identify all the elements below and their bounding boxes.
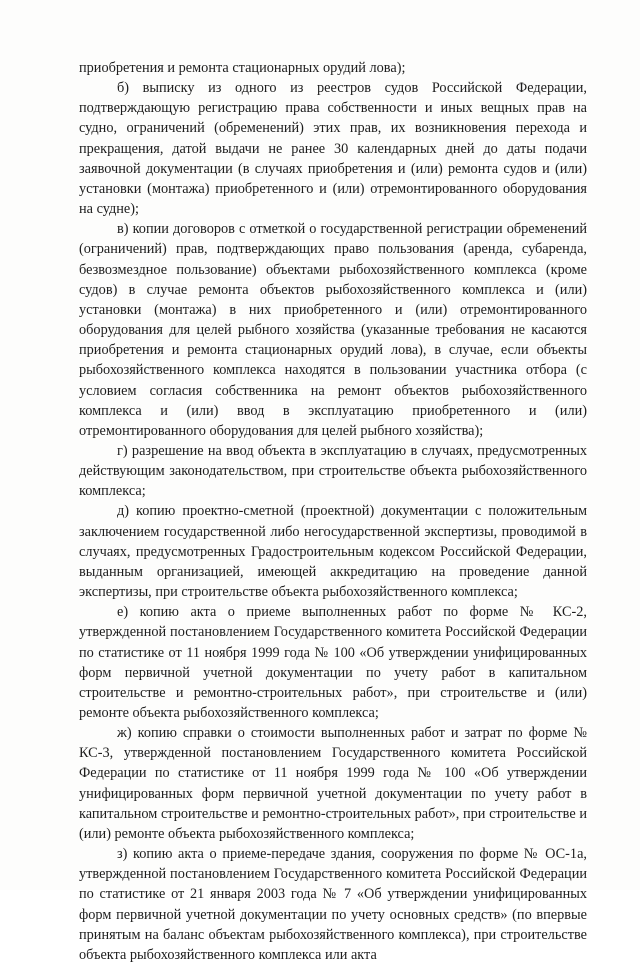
paragraph-g: г) разрешение на ввод объекта в эксплуатацию в случаях, предусмотренных действующим законодательством, при строительстве объекта рыбохозяйственного комплекса; <box>79 442 587 500</box>
paragraph-z: з) копию акта о приеме-передаче здания, сооружения по форме № ОС-1а, утвержденной постановлением Государственного комитета Российской Федерации по статистике от 21 января 2003 года № 7 «Об утверждении унифицированных форм первичной учетной документации по учету основных средств» (по впервые принятым на баланс объектам рыбохозяйственного комплекса), при строительстве объекта рыбохозяйственного комплекса или акта <box>79 846 587 963</box>
paragraph-v: в) копии договоров с отметкой о государственной регистрации обременений (ограничений) прав, подтверждающих право пользования (аренда, субаренда, безвозмездное пользование) объектами рыбохозяйственного комплекса (кроме судов) в случае ремонта объектов рыбохозяйственного комплекса и (или) установки (монтажа) в них приобретенного и (или) отремонтированного оборудования для целей рыбного хозяйства (указанные требования не касаются приобретения и ремонта стационарных орудий лова), в случае, если объекты рыбохозяйственного комплекса находятся в пользовании участника отбора (с условием согласия собственника на ремонт объектов рыбохозяйственного комплекса и (или) ввод в эксплуатацию приобретенного и (или) отремонтированного оборудования для целей рыбного хозяйства); <box>79 221 587 439</box>
document-body <box>79 58 587 965</box>
paragraph-e: е) копию акта о приеме выполненных работ по форме № КС-2, утвержденной постановлением Государственного комитета Российской Федерации по статистике от 11 ноября 1999 года № 100 «Об утверждении унифицированных форм первичной учетной документации по учету работ в капитальном строительстве и ремонтно-строительных работ», при строительстве и (или) ремонте объекта рыбохозяйственного комплекса; <box>79 604 587 721</box>
paragraph-continuation: приобретения и ремонта стационарных орудий лова); <box>79 60 406 76</box>
paragraph-d: д) копию проектно-сметной (проектной) документации с положительным заключением государственной либо негосударственной экспертизы, проводимой в случаях, предусмотренных Градостроительным кодексом Российской Федерации, выданным организацией, имеющей аккредитацию на проведение данной экспертизы, при строительстве объекта рыбохозяйственного комплекса; <box>79 503 587 601</box>
paragraph-b: б) выписку из одного из реестров судов Российской Федерации, подтверждающую регистрацию права собственности и иных вещных прав на судно, ограничений (обременений) этих прав, их возникновения перехода и прекращения, датой выдачи не ранее 30 календарных дней до даты подачи заявочной документации (в случаях приобретения и (или) ремонта судов и (или) установки (монтажа) приобретенного и (или) отремонтированного оборудования на судне); <box>79 80 587 218</box>
paragraph-zh: ж) копию справки о стоимости выполненных работ и затрат по форме № КС-3, утвержденной постановлением Государственного комитета Российской Федерации по статистике от 11 ноября 1999 года № 100 «Об утверждении унифицированных форм первичной учетной документации по учету работ в капитальном строительстве и ремонтно-строительных работ», при строительстве и (или) ремонте объекта рыбохозяйственного комплекса; <box>79 725 587 842</box>
